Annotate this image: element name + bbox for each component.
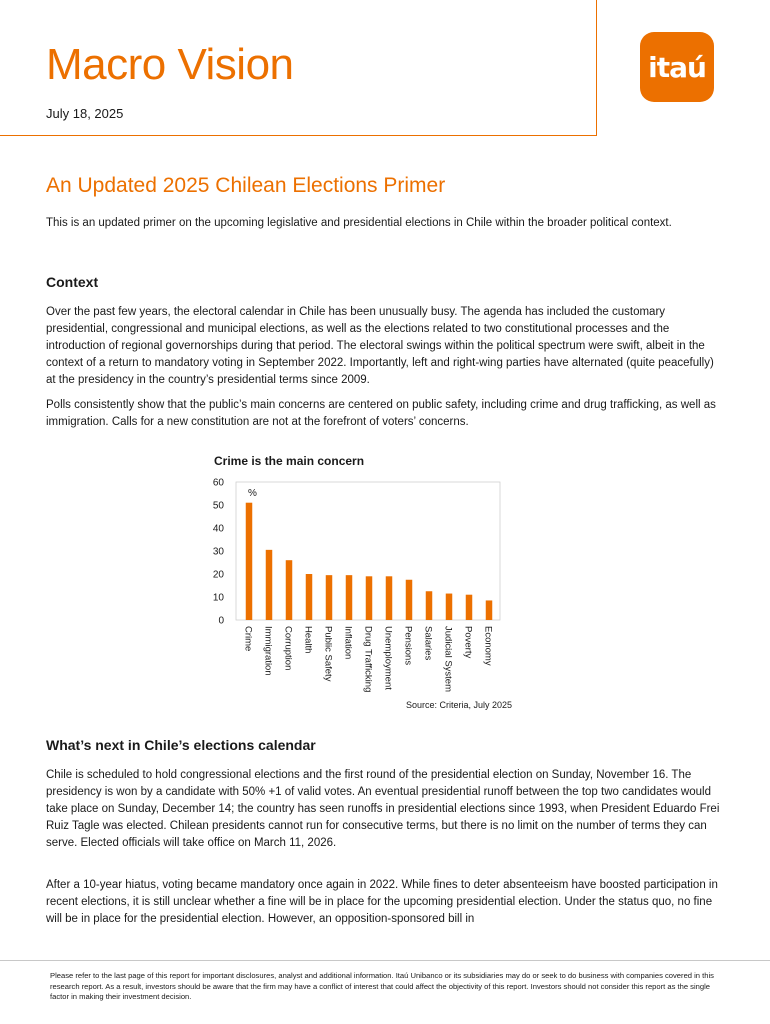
x-tick-label: Salaries xyxy=(422,626,434,661)
x-tick-label: Public Safety xyxy=(322,626,334,682)
bar xyxy=(346,575,353,620)
bar xyxy=(306,574,313,620)
bar xyxy=(366,576,373,620)
chart-source: Source: Criteria, July 2025 xyxy=(405,700,512,710)
x-tick-label: Immigration xyxy=(262,626,274,676)
header-vertical-divider xyxy=(596,0,597,136)
bar xyxy=(386,576,393,620)
context-paragraph-2: Polls consistently show that the public’s main concerns are centered on public safety, including crime and drug trafficking, as well as immigration. Calls for a new constitution are not at the forefront of voters’ concerns. xyxy=(46,399,716,428)
y-tick-label: 40 xyxy=(212,523,224,535)
bar xyxy=(286,560,293,620)
y-tick-label: 30 xyxy=(212,546,224,558)
bar xyxy=(426,591,433,620)
bar xyxy=(246,503,253,620)
chart-plot xyxy=(200,470,520,716)
bar xyxy=(406,580,413,620)
context-heading: Context xyxy=(46,274,99,290)
bar xyxy=(486,600,493,620)
y-tick-label: 50 xyxy=(212,500,224,512)
y-tick-label: 20 xyxy=(212,569,224,581)
x-tick-label: Pensions xyxy=(402,626,414,666)
itau-logo xyxy=(640,32,714,102)
footer-divider xyxy=(0,960,770,961)
report-date: July 18, 2025 xyxy=(46,106,124,121)
intro-paragraph: This is an updated primer on the upcoming legislative and presidential elections in Chile within the broader political context. xyxy=(46,217,672,229)
chart-title: Crime is the main concern xyxy=(214,454,365,468)
brand-title: Macro Vision xyxy=(46,40,294,89)
x-tick-label: Drug Trafficking xyxy=(362,626,374,693)
x-tick-label: Health xyxy=(302,626,314,654)
disclosure-footer: Please refer to the last page of this report for important disclosures, analyst and additional information. Itaú Unibanco or its subsidiaries may do or seek to do business with companies covered in this research report. As a result, investors should be aware that the firm may have a conflict of interest that could affect the objectivity of this report. Investors should not consider this report as the single factor in making their investment decision. xyxy=(50,971,714,1001)
bar xyxy=(446,594,453,620)
x-tick-label: Judicial System xyxy=(442,626,454,692)
x-tick-label: Poverty xyxy=(462,626,474,659)
concerns-chart xyxy=(200,452,520,716)
x-tick-label: Crime xyxy=(242,626,254,652)
bar xyxy=(466,595,473,620)
y-tick-label: 10 xyxy=(212,592,224,604)
next-heading: What’s next in Chile’s elections calendar xyxy=(46,737,316,753)
next-paragraph-1: Chile is scheduled to hold congressional elections and the first round of the presidential election on Sunday, November 16. The presidency is won by a candidate with 50% +1 of valid votes. An eventual presidential runoff between the top two candidates would take place on Sunday, December 14; the country has seen runoffs in presidential elections since 1993, when President Eduardo Frei Ruiz Tagle was elected. Chilean presidents cannot run for consecutive terms, but there is no limit on the number of terms they can serve. Elected officials will take office on March 11, 2026. xyxy=(46,769,720,849)
page-title: An Updated 2025 Chilean Elections Primer xyxy=(46,174,446,197)
bar xyxy=(326,575,333,620)
x-tick-label: Economy xyxy=(482,626,494,666)
next-paragraph-2: After a 10-year hiatus, voting became mandatory once again in 2022. While fines to deter absenteeism have boosted participation in recent elections, it is still unclear whether a fine will be in place for the upcoming presidential election. Under the status quo, no fine will be in place for the presidential election. However, an opposition-sponsored bill in xyxy=(46,879,718,925)
unit-label: % xyxy=(248,488,257,499)
context-paragraph-1: Over the past few years, the electoral calendar in Chile has been unusually busy. The agenda has included the customary presidential, congressional and municipal elections, as well as the elections related to two constitutional processes and the introduction of regional governorships during that period. The electoral swings within the political spectrum were swift, albeit in the context of a return to mandatory voting in September 2022. Importantly, left and right-wing parties have alternated (quite peacefully) at the presidency in the country’s presidential terms since 2009. xyxy=(46,306,714,386)
x-tick-label: Corruption xyxy=(282,626,294,671)
header-divider xyxy=(0,135,596,136)
bar xyxy=(266,550,273,620)
x-tick-label: Unemployment xyxy=(382,626,394,690)
x-tick-label: Inflation xyxy=(342,626,354,660)
logo-text: itaú xyxy=(648,50,706,84)
y-tick-label: 60 xyxy=(212,477,224,489)
y-tick-label: 0 xyxy=(218,615,224,627)
